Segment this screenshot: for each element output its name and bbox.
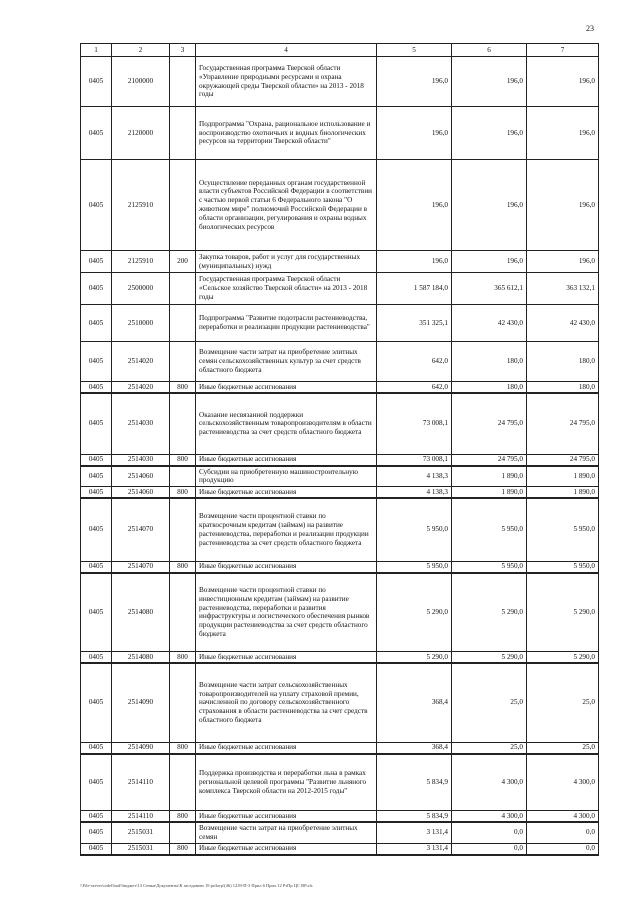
target-article-code: 2510000	[112, 305, 170, 342]
section-code: 0405	[81, 342, 112, 382]
target-article-code: 2514090	[112, 663, 170, 742]
item-description: Государственная программа Тверской области «Управление природными ресурсами и охрана окружающей среды Тверской области» на 2013 - 2018 годы	[196, 57, 377, 107]
column-header-2: 2	[112, 44, 170, 57]
section-code: 0405	[81, 498, 112, 561]
target-article-code: 2515031	[112, 822, 170, 843]
amount-2015: 1 890,0	[452, 487, 527, 499]
expense-type-code	[170, 342, 196, 382]
amount-2015: 24 795,0	[452, 393, 527, 454]
amount-2016: 0,0	[527, 843, 599, 855]
file-path-footer: \\File-server\otdel\bud\бюджет\13 Семья\Документы\К заседанию 19 prilorp\(46) 1239-П-3 Прил 6 Прил 12 РзПр ЦС ВР.xls	[80, 883, 313, 888]
table-body	[81, 57, 599, 855]
expense-type-code: 200	[170, 251, 196, 273]
expense-type-code: 800	[170, 454, 196, 466]
amount-2016: 1 890,0	[527, 487, 599, 499]
amount-2015: 42 430,0	[452, 305, 527, 342]
column-header-1: 1	[81, 44, 112, 57]
amount-2016: 5 290,0	[527, 573, 599, 652]
table-row	[81, 561, 599, 573]
amount-2015: 1 890,0	[452, 466, 527, 487]
amount-2014: 5 834,9	[377, 754, 452, 811]
expense-type-code: 800	[170, 742, 196, 754]
target-article-code: 2514080	[112, 652, 170, 664]
item-description: Оказание несвязанной поддержки сельскохозяйственным товаропроизводителям в области растениеводства за счет средств областного бюджета	[196, 393, 377, 454]
amount-2014: 196,0	[377, 57, 452, 107]
column-header-3: 3	[170, 44, 196, 57]
item-description: Иные бюджетные ассигнования	[196, 811, 377, 823]
item-description: Государственная программа Тверской области «Сельское хозяйство Тверской области» на 2013 - 2018 годы	[196, 273, 377, 305]
table-row	[81, 57, 599, 107]
amount-2015: 0,0	[452, 822, 527, 843]
amount-2015: 4 300,0	[452, 811, 527, 823]
target-article-code: 2514060	[112, 466, 170, 487]
expense-type-code	[170, 57, 196, 107]
table-row	[81, 454, 599, 466]
section-code: 0405	[81, 393, 112, 454]
section-code: 0405	[81, 822, 112, 843]
table-row	[81, 843, 599, 855]
item-description: Осуществление переданных органам государственной власти субъектов Российской Федерации в соответствии с частью первой статьи 6 Федерального закона "О животном мире" полномочий Российской Федерации в области организации, регулирования и охраны водных биологических ресурсов	[196, 160, 377, 251]
amount-2015: 0,0	[452, 843, 527, 855]
table-row	[81, 160, 599, 251]
target-article-code: 2514090	[112, 742, 170, 754]
expense-type-code	[170, 573, 196, 652]
item-description: Подпрограмма "Развитие подотрасли растениеводства, переработки и реализации продукции растениеводства"	[196, 305, 377, 342]
section-code: 0405	[81, 382, 112, 394]
section-code: 0405	[81, 742, 112, 754]
expense-type-code: 800	[170, 652, 196, 664]
table-row	[81, 273, 599, 305]
amount-2015: 5 950,0	[452, 498, 527, 561]
amount-2016: 25,0	[527, 742, 599, 754]
amount-2015: 5 290,0	[452, 573, 527, 652]
amount-2014: 642,0	[377, 382, 452, 394]
table-row	[81, 251, 599, 273]
section-code: 0405	[81, 466, 112, 487]
expense-type-code	[170, 305, 196, 342]
amount-2016: 196,0	[527, 251, 599, 273]
section-code: 0405	[81, 561, 112, 573]
amount-2015: 196,0	[452, 107, 527, 160]
table-row	[81, 573, 599, 652]
column-header-5: 5	[377, 44, 452, 57]
section-code: 0405	[81, 251, 112, 273]
target-article-code: 2514070	[112, 498, 170, 561]
item-description: Иные бюджетные ассигнования	[196, 843, 377, 855]
target-article-code: 2514060	[112, 487, 170, 499]
target-article-code: 2514020	[112, 342, 170, 382]
expense-type-code: 800	[170, 843, 196, 855]
target-article-code: 2514070	[112, 561, 170, 573]
section-code: 0405	[81, 811, 112, 823]
expense-type-code	[170, 393, 196, 454]
item-description: Иные бюджетные ассигнования	[196, 454, 377, 466]
amount-2016: 1 890,0	[527, 466, 599, 487]
amount-2014: 196,0	[377, 251, 452, 273]
expense-type-code	[170, 273, 196, 305]
column-header-7: 7	[527, 44, 599, 57]
item-description: Поддержка производства и переработки льна в рамках региональной целевой программы "Развитие льняного комплекса Тверской области на 2012-2015 годы"	[196, 754, 377, 811]
amount-2014: 4 138,3	[377, 487, 452, 499]
expense-type-code: 800	[170, 561, 196, 573]
target-article-code: 2514020	[112, 382, 170, 394]
target-article-code: 2514110	[112, 754, 170, 811]
amount-2016: 4 300,0	[527, 811, 599, 823]
amount-2015: 25,0	[452, 742, 527, 754]
budget-table	[80, 43, 599, 856]
item-description: Закупка товаров, работ и услуг для государственных (муниципальных) нужд	[196, 251, 377, 273]
amount-2014: 368,4	[377, 663, 452, 742]
amount-2014: 5 950,0	[377, 498, 452, 561]
expense-type-code	[170, 160, 196, 251]
section-code: 0405	[81, 573, 112, 652]
amount-2016: 0,0	[527, 822, 599, 843]
table-row	[81, 742, 599, 754]
amount-2014: 196,0	[377, 107, 452, 160]
table-row	[81, 754, 599, 811]
section-code: 0405	[81, 754, 112, 811]
amount-2016: 196,0	[527, 160, 599, 251]
page-number: 23	[586, 24, 594, 33]
table-row	[81, 487, 599, 499]
item-description: Возмещение части затрат сельскохозяйственных товаропроизводителей на уплату страховой премии, начисленной по договору сельскохозяйственного страхования в области растениеводства за счет средств областного бюджета	[196, 663, 377, 742]
amount-2014: 642,0	[377, 342, 452, 382]
item-description: Возмещение части затрат на приобретение элитных семян сельскохозяйственных культур за счет средств областного бюджета	[196, 342, 377, 382]
amount-2015: 180,0	[452, 342, 527, 382]
table-row	[81, 342, 599, 382]
expense-type-code	[170, 754, 196, 811]
amount-2016: 5 950,0	[527, 561, 599, 573]
amount-2016: 42 430,0	[527, 305, 599, 342]
table-row	[81, 822, 599, 843]
amount-2016: 4 300,0	[527, 754, 599, 811]
expense-type-code	[170, 466, 196, 487]
amount-2014: 73 008,1	[377, 454, 452, 466]
amount-2015: 24 795,0	[452, 454, 527, 466]
item-description: Возмещение части процентной ставки по краткосрочным кредитам (займам) на развитие растениеводства, переработки и реализации продукции растениеводства за счет средств областного бюджета	[196, 498, 377, 561]
amount-2016: 25,0	[527, 663, 599, 742]
section-code: 0405	[81, 305, 112, 342]
item-description: Иные бюджетные ассигнования	[196, 652, 377, 664]
table-row	[81, 107, 599, 160]
table-row	[81, 382, 599, 394]
target-article-code: 2514030	[112, 393, 170, 454]
item-description: Иные бюджетные ассигнования	[196, 382, 377, 394]
target-article-code: 2100000	[112, 57, 170, 107]
column-header-4: 4	[196, 44, 377, 57]
section-code: 0405	[81, 160, 112, 251]
amount-2014: 5 950,0	[377, 561, 452, 573]
item-description: Возмещение части затрат на приобретение элитных семян	[196, 822, 377, 843]
section-code: 0405	[81, 273, 112, 305]
section-code: 0405	[81, 843, 112, 855]
column-header-6: 6	[452, 44, 527, 57]
header-row	[81, 44, 599, 57]
amount-2015: 25,0	[452, 663, 527, 742]
target-article-code: 2500000	[112, 273, 170, 305]
amount-2015: 196,0	[452, 251, 527, 273]
amount-2015: 196,0	[452, 160, 527, 251]
amount-2014: 4 138,3	[377, 466, 452, 487]
expense-type-code: 800	[170, 487, 196, 499]
amount-2014: 5 834,9	[377, 811, 452, 823]
amount-2014: 5 290,0	[377, 573, 452, 652]
amount-2016: 363 132,1	[527, 273, 599, 305]
amount-2014: 368,4	[377, 742, 452, 754]
table-row	[81, 305, 599, 342]
expense-type-code: 800	[170, 811, 196, 823]
target-article-code: 2125910	[112, 251, 170, 273]
table-row	[81, 498, 599, 561]
amount-2014: 3 131,4	[377, 843, 452, 855]
amount-2016: 24 795,0	[527, 393, 599, 454]
amount-2016: 180,0	[527, 382, 599, 394]
target-article-code: 2515031	[112, 843, 170, 855]
expense-type-code	[170, 498, 196, 561]
amount-2014: 5 290,0	[377, 652, 452, 664]
amount-2016: 180,0	[527, 342, 599, 382]
table-row	[81, 811, 599, 823]
table-row	[81, 663, 599, 742]
target-article-code: 2125910	[112, 160, 170, 251]
section-code: 0405	[81, 454, 112, 466]
amount-2015: 5 290,0	[452, 652, 527, 664]
item-description: Иные бюджетные ассигнования	[196, 742, 377, 754]
amount-2014: 3 131,4	[377, 822, 452, 843]
amount-2015: 4 300,0	[452, 754, 527, 811]
section-code: 0405	[81, 487, 112, 499]
target-article-code: 2120000	[112, 107, 170, 160]
section-code: 0405	[81, 107, 112, 160]
amount-2015: 5 950,0	[452, 561, 527, 573]
expense-type-code: 800	[170, 382, 196, 394]
item-description: Субсидии на приобретенную машиностроительную продукцию	[196, 466, 377, 487]
amount-2014: 1 587 184,0	[377, 273, 452, 305]
amount-2015: 196,0	[452, 57, 527, 107]
section-code: 0405	[81, 57, 112, 107]
item-description: Возмещение части процентной ставки по инвестиционным кредитам (займам) на развитие растениеводства, переработки и развития инфраструктуры и логистического обеспечения рынков продукции растениеводства за счет средств областного бюджета	[196, 573, 377, 652]
table-row	[81, 466, 599, 487]
expense-type-code	[170, 107, 196, 160]
amount-2016: 5 950,0	[527, 498, 599, 561]
section-code: 0405	[81, 652, 112, 664]
expense-type-code	[170, 822, 196, 843]
item-description: Иные бюджетные ассигнования	[196, 561, 377, 573]
amount-2015: 365 612,1	[452, 273, 527, 305]
table-row	[81, 393, 599, 454]
table-row	[81, 652, 599, 664]
target-article-code: 2514080	[112, 573, 170, 652]
expense-type-code	[170, 663, 196, 742]
item-description: Подпрограмма "Охрана, рациональное использование и воспроизводство охотничьих и водных биологических ресурсов на территории Тверской области"	[196, 107, 377, 160]
section-code: 0405	[81, 663, 112, 742]
amount-2016: 196,0	[527, 107, 599, 160]
amount-2015: 180,0	[452, 382, 527, 394]
amount-2014: 351 325,1	[377, 305, 452, 342]
amount-2014: 73 008,1	[377, 393, 452, 454]
amount-2016: 24 795,0	[527, 454, 599, 466]
target-article-code: 2514110	[112, 811, 170, 823]
amount-2016: 5 290,0	[527, 652, 599, 664]
target-article-code: 2514030	[112, 454, 170, 466]
amount-2014: 196,0	[377, 160, 452, 251]
item-description: Иные бюджетные ассигнования	[196, 487, 377, 499]
amount-2016: 196,0	[527, 57, 599, 107]
